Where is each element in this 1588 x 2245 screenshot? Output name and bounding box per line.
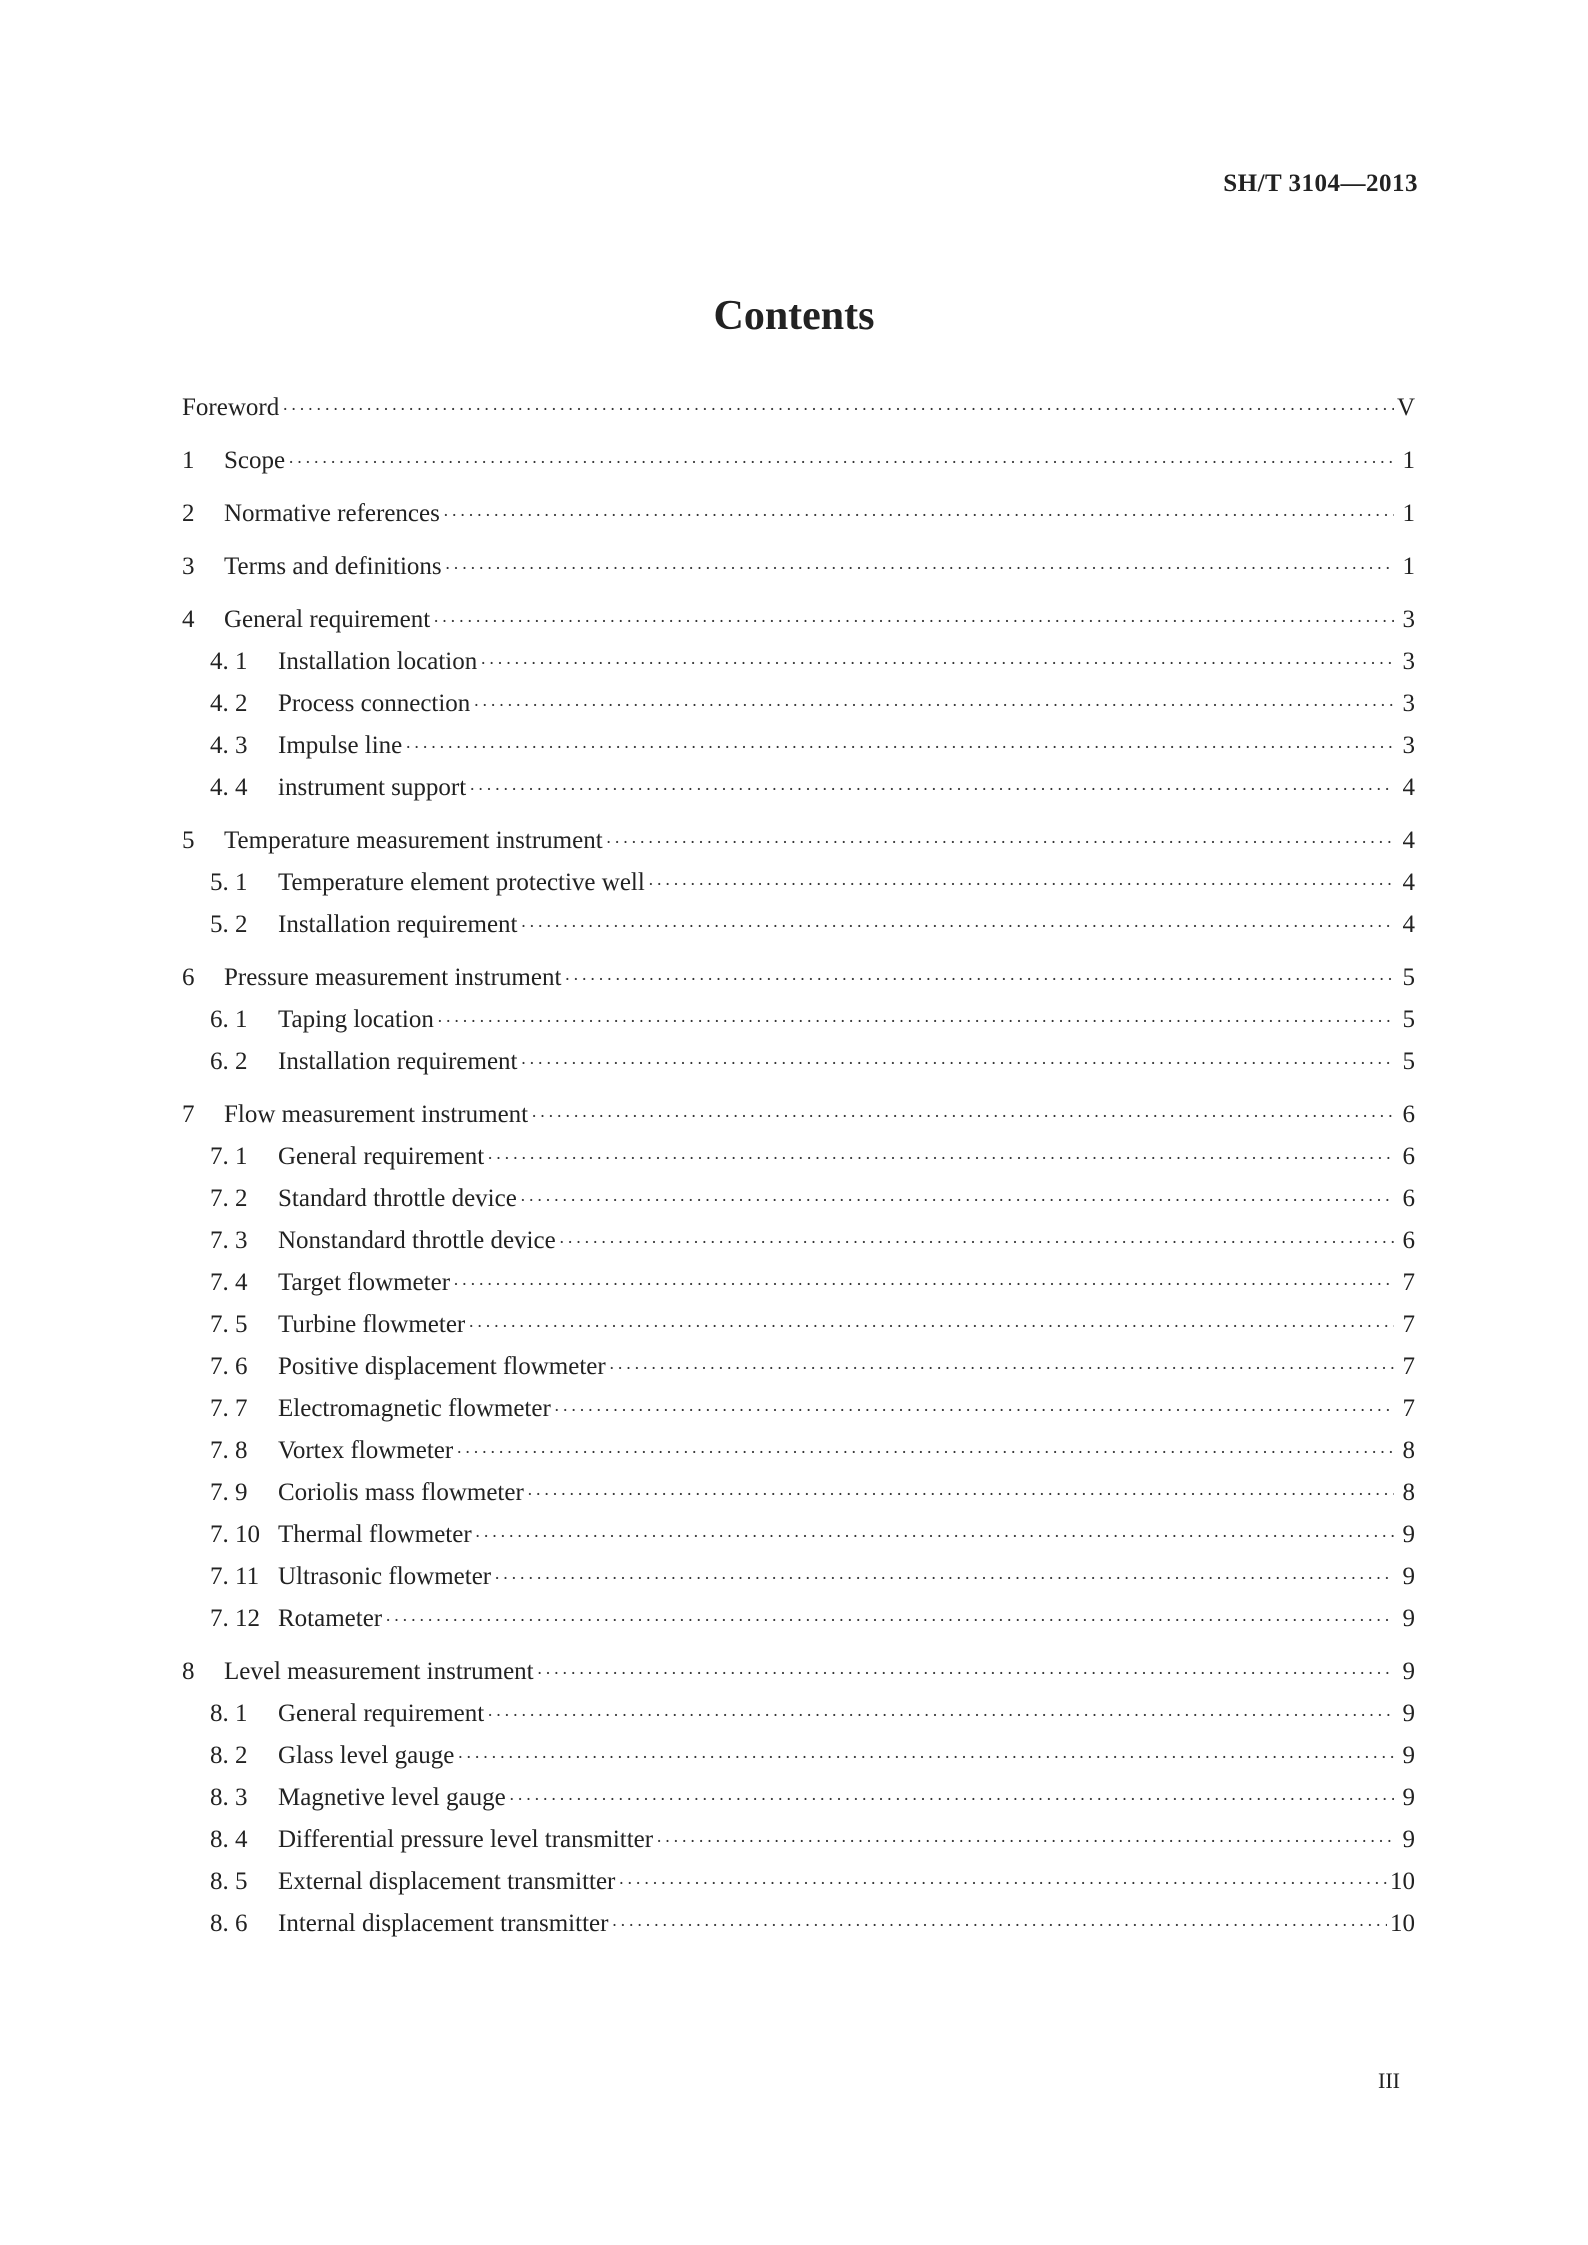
toc-entry-label: Pressure measurement instrument	[224, 964, 562, 991]
toc-leader-dots	[480, 653, 1394, 674]
toc-entry-label: Normative references	[224, 500, 440, 527]
toc-entry-label: Turbine flowmeter	[278, 1311, 466, 1338]
toc-entry-number: 5	[182, 827, 195, 854]
toc-entry-label: Glass level gauge	[278, 1742, 455, 1769]
toc-leader-dots	[453, 1274, 1394, 1295]
toc-entry-number: 5. 2	[210, 911, 248, 938]
toc-entry-label: Internal displacement transmitter	[278, 1910, 609, 1937]
toc-entry-label: Installation requirement	[278, 1048, 518, 1075]
toc-leader-dots	[405, 737, 1394, 758]
standard-code	[1223, 170, 1418, 198]
toc-entry-page: 4	[1402, 827, 1415, 854]
toc-leader-dots	[487, 1705, 1394, 1726]
standard-code-text: SH/T 3104—2013	[1223, 170, 1418, 197]
toc-entry[interactable]	[182, 1784, 1415, 1814]
toc-entry-page: 9	[1402, 1700, 1415, 1727]
toc-entry-number: 1	[182, 447, 195, 474]
toc-leader-dots	[537, 1663, 1394, 1684]
toc-entry-label: Differential pressure level transmitter	[278, 1826, 654, 1853]
toc-entry-page: 4	[1402, 911, 1415, 938]
toc-entry[interactable]	[182, 1395, 1415, 1425]
toc-leader-dots	[527, 1484, 1394, 1505]
toc-entry-label: General requirement	[224, 606, 431, 633]
toc-entry-number: 7	[182, 1101, 195, 1128]
toc-entry-number: 7. 12	[210, 1605, 260, 1632]
toc-entry-label: Foreword	[182, 394, 280, 421]
toc-entry[interactable]	[182, 1605, 1415, 1635]
toc-leader-dots	[656, 1831, 1394, 1852]
toc-entry-label: Impulse line	[278, 732, 403, 759]
toc-entry-number: 5. 1	[210, 869, 248, 896]
toc-leader-dots	[457, 1747, 1394, 1768]
toc-entry-page: 5	[1402, 1006, 1415, 1033]
toc-entry[interactable]	[182, 1006, 1415, 1036]
toc-entry-number: 7. 1	[210, 1143, 248, 1170]
toc-entry[interactable]	[182, 1658, 1415, 1688]
toc-entry-label: Magnetive level gauge	[278, 1784, 506, 1811]
toc-entry-page: 5	[1402, 1048, 1415, 1075]
toc-entry-page: 3	[1402, 690, 1415, 717]
toc-entry-number: 7. 9	[210, 1479, 248, 1506]
toc-entry-page: 8	[1402, 1437, 1415, 1464]
toc-entry[interactable]	[182, 1311, 1415, 1341]
toc-entry-label: General requirement	[278, 1700, 485, 1727]
toc-entry-number: 7. 7	[210, 1395, 248, 1422]
toc-entry-label: Ultrasonic flowmeter	[278, 1563, 492, 1590]
toc-entry-label: Positive displacement flowmeter	[278, 1353, 606, 1380]
toc-entry-page: 7	[1402, 1353, 1415, 1380]
toc-entry-label: General requirement	[278, 1143, 485, 1170]
toc-entry-page: 7	[1402, 1311, 1415, 1338]
toc-entry-label: Taping location	[278, 1006, 434, 1033]
toc-entry[interactable]	[182, 1521, 1415, 1551]
toc-entry[interactable]	[182, 1868, 1415, 1898]
toc-entry-label: Installation requirement	[278, 911, 518, 938]
toc-entry[interactable]	[182, 394, 1415, 424]
toc-entry-label: Rotameter	[278, 1605, 383, 1632]
toc-entry-label: Temperature element protective well	[278, 869, 645, 896]
toc-leader-dots	[520, 1190, 1394, 1211]
toc-leader-dots	[475, 1526, 1394, 1547]
toc-entry-number: 4. 2	[210, 690, 248, 717]
toc-entry-label: Process connection	[278, 690, 471, 717]
toc-leader-dots	[385, 1610, 1394, 1631]
toc-entry-label: External displacement transmitter	[278, 1868, 616, 1895]
page-folio: III	[1378, 2068, 1400, 2093]
toc-entry-label: instrument support	[278, 774, 467, 801]
toc-leader-dots	[609, 1358, 1394, 1379]
toc-entry-number: 8. 6	[210, 1910, 248, 1937]
toc-entry-label: Target flowmeter	[278, 1269, 451, 1296]
toc-entry-number: 3	[182, 553, 195, 580]
toc-entry-page: 4	[1402, 869, 1415, 896]
page-title: Contents	[713, 293, 875, 339]
toc-entry[interactable]	[182, 1826, 1415, 1856]
toc-entry-number: 2	[182, 500, 195, 527]
toc-entry-number: 8. 4	[210, 1826, 248, 1853]
toc-entry[interactable]	[182, 1101, 1415, 1131]
toc-entry-page: 3	[1402, 648, 1415, 675]
toc-entry[interactable]	[182, 1437, 1415, 1467]
toc-entry-number: 4. 1	[210, 648, 248, 675]
toc-entry-number: 8. 3	[210, 1784, 248, 1811]
toc-entry[interactable]	[182, 869, 1415, 899]
toc-entry-number: 7. 6	[210, 1353, 248, 1380]
toc-entry[interactable]	[182, 1479, 1415, 1509]
toc-entry-label: Level measurement instrument	[224, 1658, 534, 1685]
toc-entry-page: V	[1396, 394, 1415, 421]
toc-leader-dots	[606, 832, 1394, 853]
toc-leader-dots	[521, 1053, 1394, 1074]
toc-entry-number: 8	[182, 1658, 195, 1685]
toc-entry[interactable]	[182, 447, 1415, 477]
toc-entry[interactable]	[182, 1353, 1415, 1383]
toc-entry-page: 7	[1402, 1395, 1415, 1422]
toc-leader-dots	[521, 916, 1394, 937]
toc-entry[interactable]	[182, 1700, 1415, 1730]
toc-entry-page: 4	[1402, 774, 1415, 801]
toc-entry[interactable]	[182, 648, 1415, 678]
toc-entry-number: 7. 10	[210, 1521, 260, 1548]
toc-leader-dots	[456, 1442, 1394, 1463]
toc-entry[interactable]	[182, 1910, 1415, 1940]
toc-entry[interactable]	[182, 1269, 1415, 1299]
toc-entry-number: 7. 2	[210, 1185, 248, 1212]
toc-entry-page: 9	[1402, 1521, 1415, 1548]
toc-entry[interactable]	[182, 827, 1415, 857]
toc-entry-page: 9	[1402, 1605, 1415, 1632]
toc-leader-dots	[445, 558, 1394, 579]
toc-entry-label: Electromagnetic flowmeter	[278, 1395, 551, 1422]
toc-entry[interactable]	[182, 1227, 1415, 1257]
toc-entry-number: 7. 8	[210, 1437, 248, 1464]
toc-entry-number: 7. 11	[210, 1563, 260, 1590]
toc-leader-dots	[559, 1232, 1394, 1253]
toc-entry-number: 7. 5	[210, 1311, 248, 1338]
toc-entry-number: 6. 2	[210, 1048, 248, 1075]
toc-leader-dots	[443, 505, 1394, 526]
toc-leader-dots	[433, 611, 1394, 632]
toc-entry-label: Thermal flowmeter	[278, 1521, 472, 1548]
toc-entry-page: 10	[1390, 1910, 1415, 1937]
toc-leader-dots	[564, 969, 1394, 990]
toc-leader-dots	[282, 399, 1394, 420]
toc-entry-number: 7. 3	[210, 1227, 248, 1254]
toc-entry-number: 4. 4	[210, 774, 248, 801]
toc-entry-label: Scope	[224, 447, 286, 474]
toc-entry-page: 6	[1402, 1227, 1415, 1254]
toc-entry-page: 6	[1402, 1185, 1415, 1212]
toc-entry[interactable]	[182, 911, 1415, 941]
toc-entry-label: Terms and definitions	[224, 553, 442, 580]
toc-entry-number: 7. 4	[210, 1269, 248, 1296]
toc-entry-page: 1	[1402, 500, 1415, 527]
toc-entry-label: Standard throttle device	[278, 1185, 517, 1212]
toc-entry-page: 1	[1402, 447, 1415, 474]
toc-entry[interactable]	[182, 774, 1415, 804]
toc-entry[interactable]	[182, 500, 1415, 530]
toc-entry[interactable]	[182, 1563, 1415, 1593]
toc-entry-number: 4. 3	[210, 732, 248, 759]
toc-entry-number: 8. 5	[210, 1868, 248, 1895]
toc-entry[interactable]	[182, 553, 1415, 583]
toc-entry-page: 6	[1402, 1101, 1415, 1128]
toc-leader-dots	[288, 452, 1394, 473]
toc-entry-page: 9	[1402, 1658, 1415, 1685]
toc-entry-label: Flow measurement instrument	[224, 1101, 529, 1128]
toc-leader-dots	[473, 695, 1394, 716]
toc-entry-label: Installation location	[278, 648, 478, 675]
toc-leader-dots	[648, 874, 1394, 895]
toc-entry-number: 6	[182, 964, 195, 991]
toc-entry[interactable]	[182, 606, 1415, 636]
toc-leader-dots	[468, 1316, 1394, 1337]
toc-entry-page: 7	[1402, 1269, 1415, 1296]
toc-leader-dots	[554, 1400, 1394, 1421]
toc-entry-page: 9	[1402, 1742, 1415, 1769]
toc-entry-page: 3	[1402, 732, 1415, 759]
toc-entry-label: Temperature measurement instrument	[224, 827, 603, 854]
toc-entry-label: Vortex flowmeter	[278, 1437, 454, 1464]
toc-entry[interactable]	[182, 1742, 1415, 1772]
toc-entry[interactable]	[182, 1185, 1415, 1215]
toc-entry-page: 10	[1390, 1868, 1415, 1895]
toc-entry-page: 1	[1402, 553, 1415, 580]
toc-entry[interactable]	[182, 1048, 1415, 1078]
toc-leader-dots	[487, 1148, 1394, 1169]
table-of-contents	[182, 394, 1415, 1940]
toc-entry-page: 5	[1402, 964, 1415, 991]
toc-leader-dots	[509, 1789, 1394, 1810]
toc-entry-page: 9	[1402, 1826, 1415, 1853]
toc-leader-dots	[531, 1106, 1394, 1127]
toc-entry[interactable]	[182, 964, 1415, 994]
toc-leader-dots	[437, 1011, 1394, 1032]
toc-entry-page: 9	[1402, 1784, 1415, 1811]
toc-entry[interactable]	[182, 732, 1415, 762]
toc-leader-dots	[494, 1568, 1394, 1589]
toc-entry-label: Nonstandard throttle device	[278, 1227, 556, 1254]
toc-leader-dots	[611, 1915, 1387, 1936]
toc-entry-label: Coriolis mass flowmeter	[278, 1479, 524, 1506]
toc-entry[interactable]	[182, 1143, 1415, 1173]
toc-entry-page: 3	[1402, 606, 1415, 633]
toc-leader-dots	[469, 779, 1394, 800]
toc-entry-page: 9	[1402, 1563, 1415, 1590]
toc-entry-page: 6	[1402, 1143, 1415, 1170]
toc-entry[interactable]	[182, 690, 1415, 720]
toc-leader-dots	[618, 1873, 1387, 1894]
toc-entry-number: 8. 1	[210, 1700, 248, 1727]
toc-entry-number: 8. 2	[210, 1742, 248, 1769]
toc-entry-number: 6. 1	[210, 1006, 248, 1033]
toc-entry-page: 8	[1402, 1479, 1415, 1506]
toc-entry-number: 4	[182, 606, 195, 633]
